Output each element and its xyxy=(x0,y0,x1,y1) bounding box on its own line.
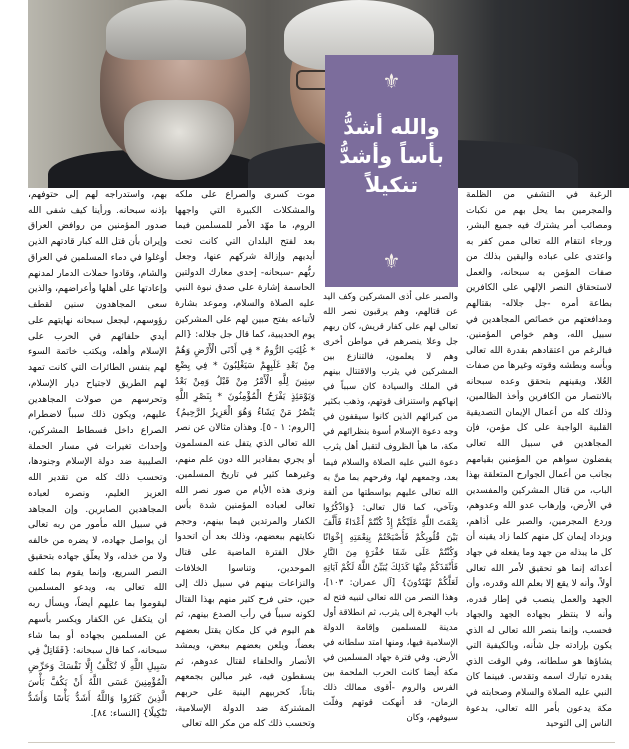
column-text: موت كسرى والصراع على ملكه والمشكلات الكبيرة التي واجهها الروم، ما مهّد الأمر للمسلمين فيما بعد لفتح البلدان التي كانت تحت أيديهم وإزالة شركهم عنها، وجعل ربُّهم -سبحانه- إحدى معارك الدولتين الحاسمة إشارة على صدق نبوة النبي عليه الصلاة والسلام، وموعد بشارة لأتباعه بفتح مبين لهم على المشركين يوم الحديبية، كما قال جل جلاله: {الم * غُلِبَتِ الرُّومُ * فِي أَدْنَى الْأَرْضِ وَهُمْ مِنْ بَعْدِ غَلَبِهِمْ سَيَغْلِبُونَ * فِي بِضْعِ سِنِينَ لِلَّهِ الْأَمْرُ مِنْ قَبْلُ وَمِنْ بَعْدُ وَيَوْمَئِذٍ يَفْرَحُ الْمُؤْمِنُونَ * بِنَصْرِ اللَّهِ يَنْصُرُ مَنْ يَشَاءُ وَهُوَ الْعَزِيزُ الرَّحِيمُ} [الروم: ١ - ٥]. وهذان مثالان عن نصر الله تعالى الذي يتفل عنه المسلمون أو يجري بمقادير الله دون علم منهم، وغيرهما كثير في تاريخ المسلمين. ونرى هذه الأيام من صور نصر الله تعالى لعباده المؤمنين شدة بأس الكفار والمرتدين فيما بينهم، وحجم نكايتهم ببعضهم، وذلك بعد أن اتحدوا خلال الفترة الماضية على قتال الموحدين، وتناسوا الخلافات والنزاعات بينهم في سبيل ذلك إلى حين، حتى فرح كثير منهم بهذا القتال لكونه سبباً في رأب الصدع بينهم، ثم هم اليوم في كل مكان يقتل بعضهم بعضاً، ويلعن بعضهم ببعض، ويمشد الأنصار والحلفاء لقتال عدوهم، ثم يسقطون فيه، غير مبالين بجمعهم بتاتاً، كحربيهم الينية على حربهم المشتركة ضد الدولة الإسلامية، وتحسب ذلك كله من مكر الله تعالى xyxy=(175,190,315,730)
fleur-de-lis-icon: ⚜ xyxy=(382,69,401,93)
article-column-middle xyxy=(323,290,458,736)
title-quote: والله أشدُّ بأساً وأشدُّ تنكيلاً xyxy=(339,115,444,197)
column-text: بهم، واستدراجه لهم إلى حتوفهم، بإذنه سبحانه. ورأينا كيف شفى الله صدور المؤمنين من روافض العراق وإيران بأن قتل الله كبار قادتهم الذين أوغلوا في دماء المسلمين في العراق والشام، وقادوا حملات الدمار لمدنهم وإعادتها على أهلها وأعراضهم، والذين سعى المجاهدون سنين لقطف رؤوسهم، ليجعل سبحانه نهايتهم على أيدي حلفائهم في الحرب على الإسلام وأهله، ويكتب خاتمة السوء لهم بنفس الطائرات التي كانت تمهد لهم الطريق لاجتياح ديار الإسلام، وتحرسهم من صولات المجاهدين عليهم، ويكون ذلك سبباً لاضطرام الصراع داخل فسطاط المشركين، وإحداث تغيرات في مسار الحملة الصليبية ضد دولة الإسلام وجنودها، وتحسب ذلك كله من تقدير الله العزيز العليم، ونصره لعباده المجاهدين الصابرين. وإن المجاهد في سبيل الله مأمور من ربه تعالى أن يواصل جهاده، لا يضره من خالفه ولا من خذله، ولا يعلّق جهاده بتحقيق النصر السريع، وإنما يقوم بما كلفه الله تعالى به، ويدعو المسلمين ليقوموا بما عليهم أيضاً، ويسأل ربه أن يتكفل عن الكفار ويكسر بأسهم عن المسلمين بجهاده أو بما شاء سبحانه، كما قال سبحانه: {فَقَاتِلْ فِي سَبِيلِ اللَّهِ لَا تُكَلَّفُ إِلَّا نَفْسَكَ وَحَرِّضِ الْمُؤْمِنِينَ عَسَى اللَّهُ أَنْ يَكُفَّ بَأْسَ الَّذِينَ كَفَرُوا وَاللَّهُ أَشَدُّ بَأْسًا وَأَشَدُّ تَنْكِيلًا} [النساء: ٨٤]. xyxy=(28,190,167,720)
person-left-hair xyxy=(106,0,246,60)
title-box xyxy=(325,55,458,287)
article-column-left xyxy=(28,188,167,736)
article-column-middle-left xyxy=(175,188,315,736)
footer-divider xyxy=(28,742,615,743)
fleur-de-lis-icon: ⚜ xyxy=(382,249,401,273)
column-text: والصبر على أذى المشركين وكف اليد عن قتالهم، وهم يرقبون نصر الله تعالى لهم على كفار قريش، كان ربهم جل وعلا ينصرهم في مواطن أخرى وهم لا يعلمون، فالتنازع بين المشركين في يثرب والاقتتال بينهم في الملك والسيادة كان سبباً في إنهاكهم واستنزاف قوتهم، وذهب بكثير من كبرائهم الذين كانوا سيقفون في وجه دعوة الإسلام أسوة بنظرائهم في مكة، ما هيأ الظروف لتقبل أهل يثرب دعوة النبي عليه الصلاة والسلام فيما بعد، وجمعهم لها، وفرحهم بما منَّ به الله تعالى عليهم بواسطتها من ألفة وتآخي، كما قال تعالى: {وَاذْكُرُوا نِعْمَتَ اللَّهِ عَلَيْكُمْ إِذْ كُنْتُمْ أَعْدَاءً فَأَلَّفَ بَيْنَ قُلُوبِكُمْ فَأَصْبَحْتُمْ بِنِعْمَتِهِ إِخْوَانًا وَكُنْتُمْ عَلَى شَفَا حُفْرَةٍ مِنَ النَّارِ فَأَنْقَذَكُمْ مِنْهَا كَذَلِكَ يُبَيِّنُ اللَّهُ لَكُمْ آيَاتِهِ لَعَلَّكُمْ تَهْتَدُونَ} [آل عمران: ١٠٣]، وهذا النصر من الله تعالى لنبيه فتح له باب الهجرة إلى يثرب، ثم انطلاقة أول مدينة للمسلمين وإقامة الدولة الإسلامية فيها، ومنها امتد سلطانه في الأرض. وفي فترة جهاد المسلمين في مكة أيضا كانت الحرب الملحمة بين الفرس والروم -أقوى ممالك ذلك الزمان- قد أنهكت قوتهم وفلّت سيوفهم، وكان xyxy=(323,292,458,724)
article-column-right xyxy=(466,188,612,736)
person-left-beard xyxy=(124,100,234,180)
column-text: الرغبة في التشفي من الظلمة والمجرمين بما يحل بهم من نكبات ومصائب أمر يشترك فيه جميع البشر، ورجاء انتقام الله تعالى ممن كفر به واعتدى على عباده واليقين بذلك من صفات المؤمن به سبحانه، والعمل لاستحقاق النصر الإلهي على الكافرين بطاعة أمره -جل جلاله- بقتالهم ومدافعتهم من خصائص المجاهدين في سبيل الله، وهم خواص المؤمنين. فبالرغم من اعتقادهم بقدرة الله تعالى وبأسه وبطشه وقوته وغيرها من صفات العُلا، ويقينهم بتحقق وعده سبحانه بالانتصار من الكافرين وأخذ الظالمين، وذلك كله من أعمال الإيمان التصديقية القلبية الواجبة على كل مؤمن، فإن المجاهدين في سبيل الله تعالى يفضلون سواهم من المؤمنين بقيامهم بجانب من أعمال الجوارح المتعلقة بهذا الباب، من قتال المشركين والمفسدين في الأرض، وإرهاب عدو الله وعدوهم، وردع المجرمين، والصبر على أذاهم، ويزداد إيمان كل منهم كلما زاد يقينه أن كل ما يبذله من جهد وما يفعله في جهاد أعدائه إنما هو تحقيق لأمر الله تعالى أولاً، وأنه لا يقع إلا بعلم الله وقدره، وأن الجهد والعمل ينصب في إطار قدره، وأنه لا ينتظر بجهاده الجهد والجهاد فحسب، وإنما بنصر الله تعالى له الذي يكون بإرادته جل شأنه، وبالكيفية التي يشاؤها هو سلطانه، وفي الوقت الذي يقدره تبارك اسمه وتقدس. فبينما كان النبي عليه الصلاة والسلام وصحابته في مكة يدعون بأمر الله تعالى، بدعوة الناس إلى التوحيد xyxy=(466,190,612,730)
